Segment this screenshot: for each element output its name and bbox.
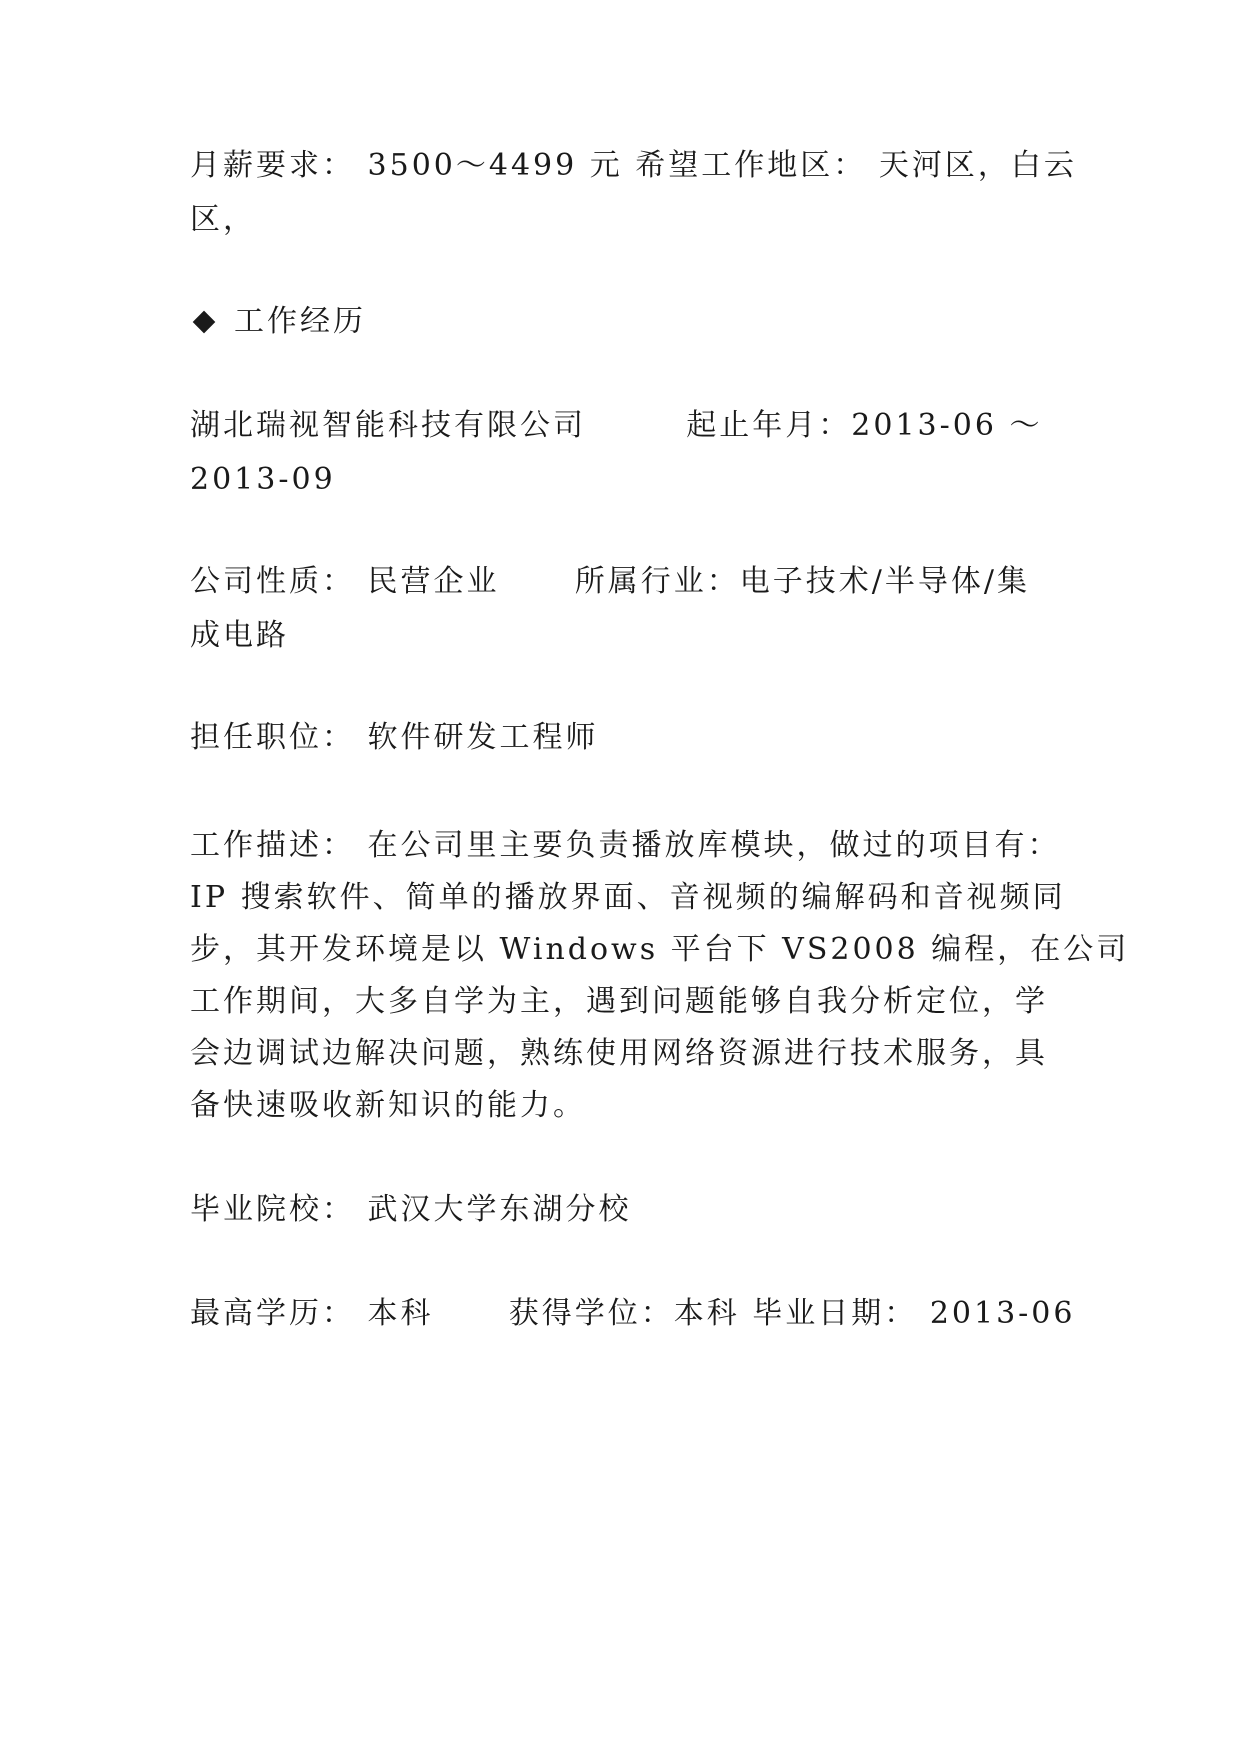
section-heading [190,302,1070,342]
description-line: 工作描述： 在公司里主要负责播放库模块，做过的项目有： [190,828,1061,863]
salary-location-line-1: 月薪要求： 3500～4499 元 希望工作地区： 天河区，白云 [190,148,1077,183]
company-line-1: 湖北瑞视智能科技有限公司 起止年月：2013-06 ～ [190,408,1043,443]
school-line: 毕业院校： 武汉大学东湖分校 [190,1192,632,1227]
description-line: 步，其开发环境是以 Windows 平台下 VS2008 编程，在公司 [190,932,1130,967]
description-line: 备快速吸收新知识的能力。 [190,1088,586,1123]
diamond-bullet-icon [193,311,216,334]
company-nature-line-2: 成电路 [190,618,289,653]
position-line: 担任职位： 软件研发工程师 [190,720,599,755]
description-line: 会边调试边解决问题，熟练使用网络资源进行技术服务，具 [190,1036,1048,1071]
section-title: 工作经历 [234,304,366,339]
description-line: IP 搜索软件、简单的播放界面、音视频的编解码和音视频同 [190,880,1066,915]
company-nature-line-1: 公司性质： 民营企业 所属行业：电子技术/半导体/集 [190,564,1030,599]
degree-line: 最高学历： 本科 获得学位：本科 毕业日期： 2013-06 [190,1296,1076,1331]
salary-location-line-2: 区， [190,202,256,237]
company-line-2: 2013-09 [190,462,336,497]
description-line: 工作期间，大多自学为主，遇到问题能够自我分析定位，学 [190,984,1048,1019]
